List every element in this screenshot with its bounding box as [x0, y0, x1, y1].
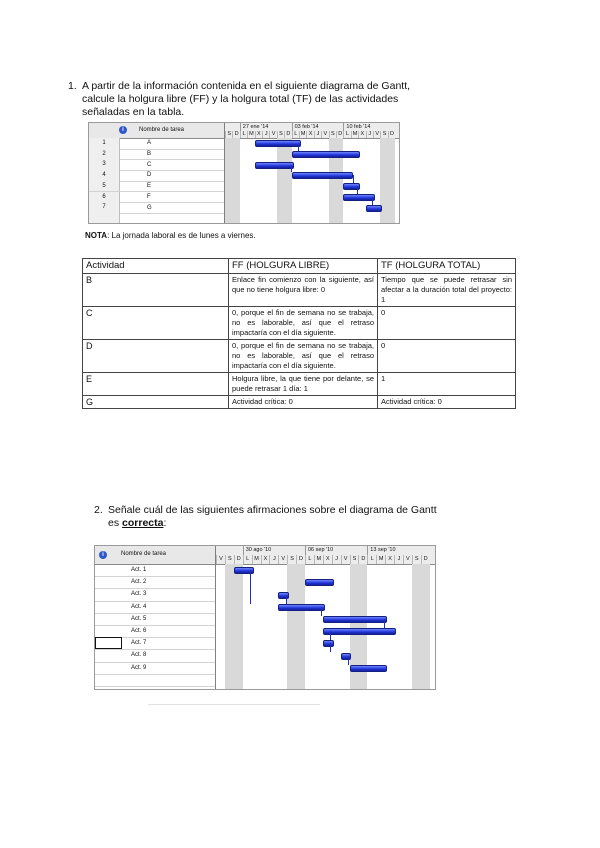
day-label: S — [287, 555, 296, 564]
day-label: S — [225, 131, 232, 138]
day-label: J — [262, 131, 269, 138]
day-label: L — [240, 131, 247, 138]
day-label: X — [261, 555, 270, 564]
day-label: S — [277, 131, 284, 138]
task-name: C — [147, 161, 152, 168]
day-label: M — [300, 131, 306, 137]
task-name: F — [147, 193, 151, 200]
day-label: M — [314, 555, 323, 564]
slack-table — [82, 258, 516, 409]
task-name-header: Nombre de tarea — [139, 127, 185, 133]
selected-cell — [95, 637, 122, 649]
header-tf: TF (HOLGURA TOTAL) — [378, 259, 516, 274]
gantt-chart-2 — [94, 545, 436, 690]
weekend-column — [284, 138, 291, 223]
day-label: L — [243, 555, 252, 564]
row-number: 4 — [89, 170, 120, 181]
task-name: Act. 9 — [131, 664, 147, 671]
day-label: V — [269, 131, 276, 138]
day-label: J — [332, 555, 341, 564]
table-header-row — [83, 259, 516, 274]
note — [85, 231, 256, 240]
row-number: 5 — [89, 181, 120, 192]
header-activity: Actividad — [83, 259, 229, 274]
table-row — [95, 637, 215, 650]
day-label: V — [321, 131, 328, 138]
dependency-arrow — [328, 643, 331, 652]
question-2 — [94, 504, 438, 530]
day-label: D — [234, 555, 243, 564]
task-name: Act. 2 — [131, 579, 147, 586]
table-row — [83, 373, 516, 396]
task-bar — [255, 140, 301, 147]
question-text-end: : — [163, 517, 167, 529]
task-bar — [305, 579, 334, 586]
weekend-column — [225, 138, 232, 223]
row-number: 6 — [89, 192, 120, 203]
day-label: V — [403, 555, 412, 564]
table-row — [83, 396, 516, 409]
note-text: : La jornada laboral es de lunes a viernes. — [107, 231, 256, 240]
day-label: M — [249, 131, 254, 137]
task-bar — [323, 616, 387, 623]
day-label: L — [305, 555, 314, 564]
cell-activity: C — [83, 307, 229, 340]
dependency-arrow — [248, 570, 251, 604]
cell-ff: Enlace fin comienzo con la siguiente, así que no tiene holgura libre: 0 — [229, 274, 378, 307]
day-label: M — [376, 555, 385, 564]
cell-activity: E — [83, 373, 229, 396]
row-number: 3 — [89, 159, 120, 170]
gantt-timeline — [216, 546, 435, 689]
note-label: NOTA — [85, 231, 108, 240]
row-number: 2 — [89, 149, 120, 160]
day-label: S — [412, 555, 421, 564]
cell-tf: Tiempo que se puede retrasar sin afectar a la duración total del proyecto: 1 — [378, 274, 516, 307]
task-bar — [366, 205, 383, 212]
weekend-column — [234, 564, 243, 689]
question-number: 1. — [68, 80, 77, 92]
task-name: G — [147, 204, 152, 211]
cell-tf: Actividad crítica: 0 — [378, 396, 516, 409]
day-label: X — [323, 555, 332, 564]
cell-tf: 0 — [378, 307, 516, 340]
task-name: B — [147, 151, 152, 158]
dependency-arrow — [351, 175, 354, 183]
day-label: J — [269, 555, 278, 564]
day-label: D — [284, 131, 291, 138]
day-label: D — [232, 131, 239, 138]
table-row — [83, 307, 516, 340]
dependency-arrow — [370, 197, 373, 205]
table-row — [83, 274, 516, 307]
weekend-column — [232, 138, 239, 223]
day-label: S — [350, 555, 359, 564]
weekend-column — [388, 138, 395, 223]
dependency-arrow — [382, 619, 385, 628]
day-label: X — [385, 555, 394, 564]
day-label: M — [352, 131, 358, 137]
task-name: Act. 5 — [131, 615, 147, 622]
dependency-arrow — [346, 656, 349, 665]
day-label: X — [255, 131, 262, 138]
day-label: L — [292, 131, 299, 138]
dependency-arrow — [289, 165, 292, 173]
table-row — [95, 613, 215, 626]
day-label: V — [216, 555, 225, 564]
task-bar — [323, 628, 396, 635]
week-label: 06 sep '10 — [305, 546, 370, 555]
week-label: 03 feb '14 — [292, 123, 347, 131]
question-emphasis: correcta — [122, 517, 164, 529]
table-row — [95, 601, 215, 614]
day-label: L — [367, 555, 376, 564]
cell-activity: D — [83, 340, 229, 373]
task-bar — [278, 604, 325, 611]
day-label: V — [341, 555, 350, 564]
gantt-timeline — [225, 123, 399, 223]
week-label: 10 feb '14 — [343, 123, 398, 131]
day-label: S — [329, 131, 336, 138]
weekend-column — [412, 564, 421, 689]
task-name: D — [147, 172, 152, 179]
task-name-header: Nombre de tarea — [121, 551, 167, 557]
task-name: E — [147, 183, 152, 190]
day-label: S — [380, 131, 387, 138]
dependency-arrow — [284, 595, 287, 604]
gantt-chart-1 — [88, 122, 400, 224]
day-label: D — [421, 555, 430, 564]
table-row — [95, 649, 215, 662]
weekend-column — [296, 564, 305, 689]
dependency-arrow — [355, 186, 358, 194]
cell-tf: 1 — [378, 373, 516, 396]
cell-tf: 0 — [378, 340, 516, 373]
task-name: Act. 4 — [131, 603, 147, 610]
day-label: L — [343, 131, 350, 138]
day-label: J — [394, 555, 403, 564]
question-text: A partir de la información contenida en el siguiente diagrama de Gantt, calcule la holgura libre (FF) y la holgura total (TF) de las actividades señaladas en la tabla. — [82, 80, 411, 118]
task-name: Act. 3 — [131, 591, 147, 598]
day-label: M — [252, 555, 261, 564]
table-row — [83, 340, 516, 373]
gantt-task-list — [95, 546, 216, 689]
gantt-task-list — [89, 123, 225, 223]
header-ff: FF (HOLGURA LIBRE) — [229, 259, 378, 274]
day-label: D — [296, 555, 305, 564]
task-name: Act. 8 — [131, 652, 147, 659]
day-label: J — [314, 131, 321, 138]
task-bar — [292, 172, 353, 179]
day-label: S — [225, 555, 234, 564]
question-text: Señale cuál de las siguientes afirmaciones sobre el diagrama de Gantt es — [108, 504, 437, 529]
task-bar — [292, 151, 361, 158]
question-1 — [68, 80, 442, 119]
day-label: D — [358, 555, 367, 564]
info-icon: i — [99, 551, 107, 559]
day-label: V — [373, 131, 380, 138]
day-label: J — [366, 131, 373, 138]
row-number: 1 — [89, 138, 120, 149]
dependency-arrow — [328, 631, 331, 640]
weekend-column — [225, 564, 234, 689]
day-label: D — [336, 131, 343, 138]
row-number: 7 — [89, 202, 120, 213]
weekend-column — [287, 564, 296, 689]
task-name: Act. 7 — [131, 640, 147, 647]
info-icon: i — [119, 126, 127, 134]
day-label: X — [358, 131, 365, 138]
table-row — [89, 213, 224, 224]
day-label: V — [278, 555, 287, 564]
weekend-column — [421, 564, 430, 689]
table-row — [95, 662, 215, 675]
week-label: 13 sep '10 — [367, 546, 432, 555]
cell-ff: 0, porque el fin de semana no se trabaja, no es laborable, así que el retraso impactaría con el día siguiente. — [229, 340, 378, 373]
weekend-column — [277, 138, 284, 223]
cell-ff: Holgura libre, la que tiene por delante, se puede retrasar 1 día: 1 — [229, 373, 378, 396]
task-name: A — [147, 140, 152, 147]
day-label: D — [388, 131, 395, 138]
dependency-arrow — [296, 143, 299, 151]
faint-line — [148, 704, 320, 705]
cell-ff: Actividad crítica: 0 — [229, 396, 378, 409]
dependency-arrow — [319, 607, 322, 616]
table-row — [95, 588, 215, 601]
cell-ff: 0, porque el fin de semana no se trabaja, no es laborable, así que el retraso impactaría con el día siguiente. — [229, 307, 378, 340]
task-name: Act. 6 — [131, 628, 147, 635]
cell-activity: B — [83, 274, 229, 307]
question-number: 2. — [94, 504, 103, 516]
week-label: 30 ago '10 — [243, 546, 308, 555]
cell-activity: G — [83, 396, 229, 409]
table-row — [95, 674, 215, 687]
task-name: Act. 1 — [131, 567, 147, 574]
table-row — [95, 576, 215, 589]
day-label: X — [306, 131, 313, 138]
week-label: 27 ene '14 — [240, 123, 295, 131]
row-number — [89, 213, 120, 224]
task-bar — [350, 665, 388, 672]
